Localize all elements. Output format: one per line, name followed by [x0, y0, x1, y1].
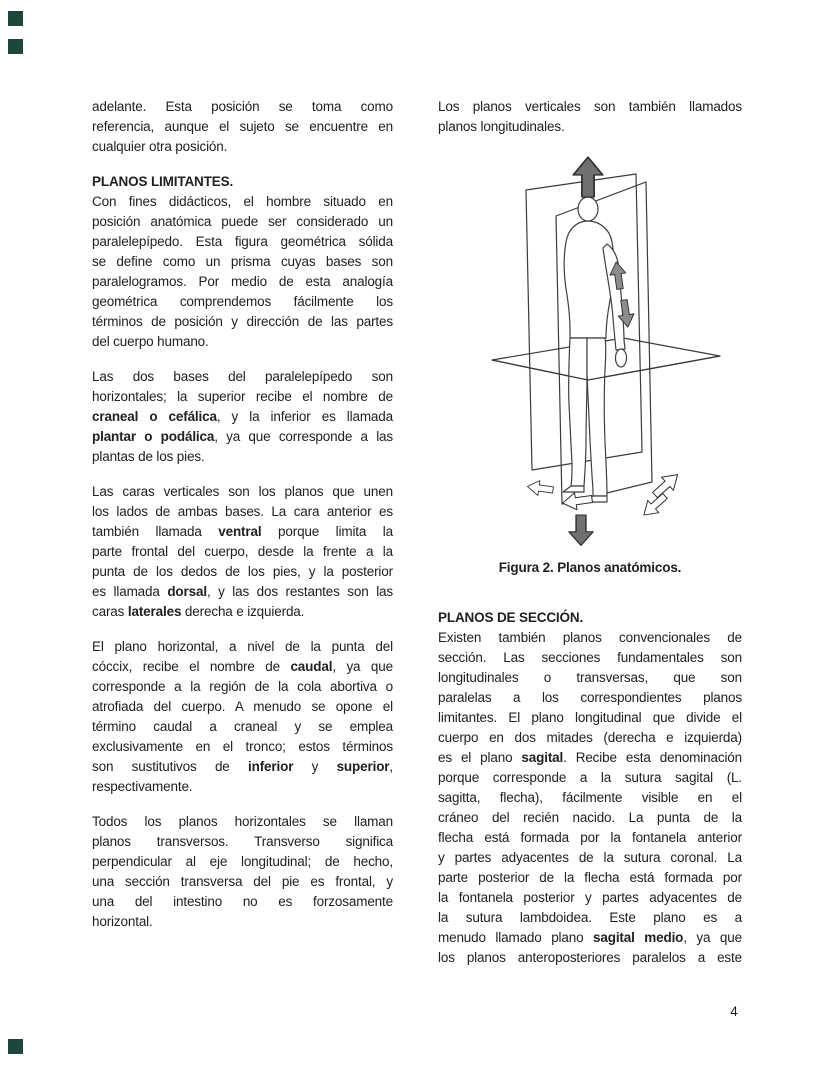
right-column: [438, 97, 742, 983]
figure-head: [578, 197, 598, 221]
paragraph-existen-tambien: Existen también planos convencionales de sección. Las secciones fundamentales son longitudinales o transversas, que son paralelas a los correspondientes planos limitantes. El plano longitudinal que divide el cuerpo en dos mitades (derecha e izquierda) es el plano sagital. Recibe esta denominación porque corresponde a la sutura sagital (L. sagitta, flecha), fácilmente visible en el cráneo del recién nacido. La punta de la flecha está formada por la fontanela anterior y partes adyacentes de la sutura coronal. La parte posterior de la flecha está formada por la fontanela posterior y partes adyacentes de la sutura lambdoidea. Este plano es a menudo llamado plano sagital medio, ya que los planos anteroposteriores paralelos a este: [438, 630, 742, 965]
anatomical-figure-svg: [438, 152, 742, 552]
figure-planos-anatomicos: [438, 152, 742, 578]
paragraph-las-caras-verticales: Las caras verticales son los planos que unen los lados de ambas bases. La cara anterior es también llamada ventral porque limita la parte frontal del cuerpo, desde la frente a la punta de los dedos de los pies, y la posterior es llamada dorsal, y las dos restantes son las caras laterales derecha e izquierda.: [92, 484, 393, 619]
left-arrow-icon: [526, 479, 554, 497]
down-arrow-icon: [569, 515, 593, 545]
corner-mark-bottom: [8, 1039, 23, 1054]
paragraph-el-plano-horizontal: El plano horizontal, a nivel de la punta del cóccix, recibe el nombre de caudal, ya que corresponde a la región de la cola abortiva o atrofiada del cuerpo. A menudo se opone el término caudal a craneal y se emplea exclusivamente en el tronco; estos términos son sustitutivos de inferior y superior, respectivamente.: [92, 639, 393, 794]
paragraph-las-dos-bases: Las dos bases del paralelepípedo son horizontales; la superior recibe el nombre de craneal o cefálica, y la inferior es llamada plantar o podálica, ya que corresponde a las plantas de los pies.: [92, 369, 393, 464]
paragraph-con-fines-didacticos: Con fines didácticos, el hombre situado en posición anatómica puede ser considerado un paralelepípedo. Esta figura geométrica sólida se define como un prisma cuyas bases son paralelogramos. Por medio de esta analogía geométrica comprendemos fácilmente los términos de posición y dirección de las partes del cuerpo humano.: [92, 194, 393, 349]
figure-caption: Figura 2. Planos anatómicos.: [498, 560, 682, 575]
figure-right-leg: [587, 338, 607, 496]
corner-mark-top-2: [8, 39, 23, 54]
up-right-arrow-icon: [649, 468, 683, 501]
heading-planos-limitantes: PLANOS LIMITANTES.: [92, 174, 234, 189]
page-number: 4: [730, 1004, 738, 1019]
left-down-arrow-icon: [561, 491, 593, 512]
figure-left-foot: [563, 486, 584, 492]
left-column: [92, 97, 393, 947]
paragraph-adelante: adelante. Esta posición se toma como referencia, aunque el sujeto se encuentre en cualquier otra posición.: [92, 99, 393, 154]
figure-hand: [616, 349, 627, 367]
corner-mark-top-1: [8, 11, 23, 26]
figure-torso: [564, 221, 614, 338]
paragraph-los-planos-verticales: Los planos verticales son también llamados planos longitudinales.: [438, 99, 742, 134]
heading-planos-de-seccion: PLANOS DE SECCIÓN.: [438, 610, 584, 625]
paragraph-todos-los-planos: Todos los planos horizontales se llaman planos transversos. Transverso significa perpendicular al eje longitudinal; de hecho, una sección transversa del pie es frontal, y una del intestino no es forzosamente horizontal.: [92, 814, 393, 929]
up-arrow-icon: [573, 157, 603, 197]
